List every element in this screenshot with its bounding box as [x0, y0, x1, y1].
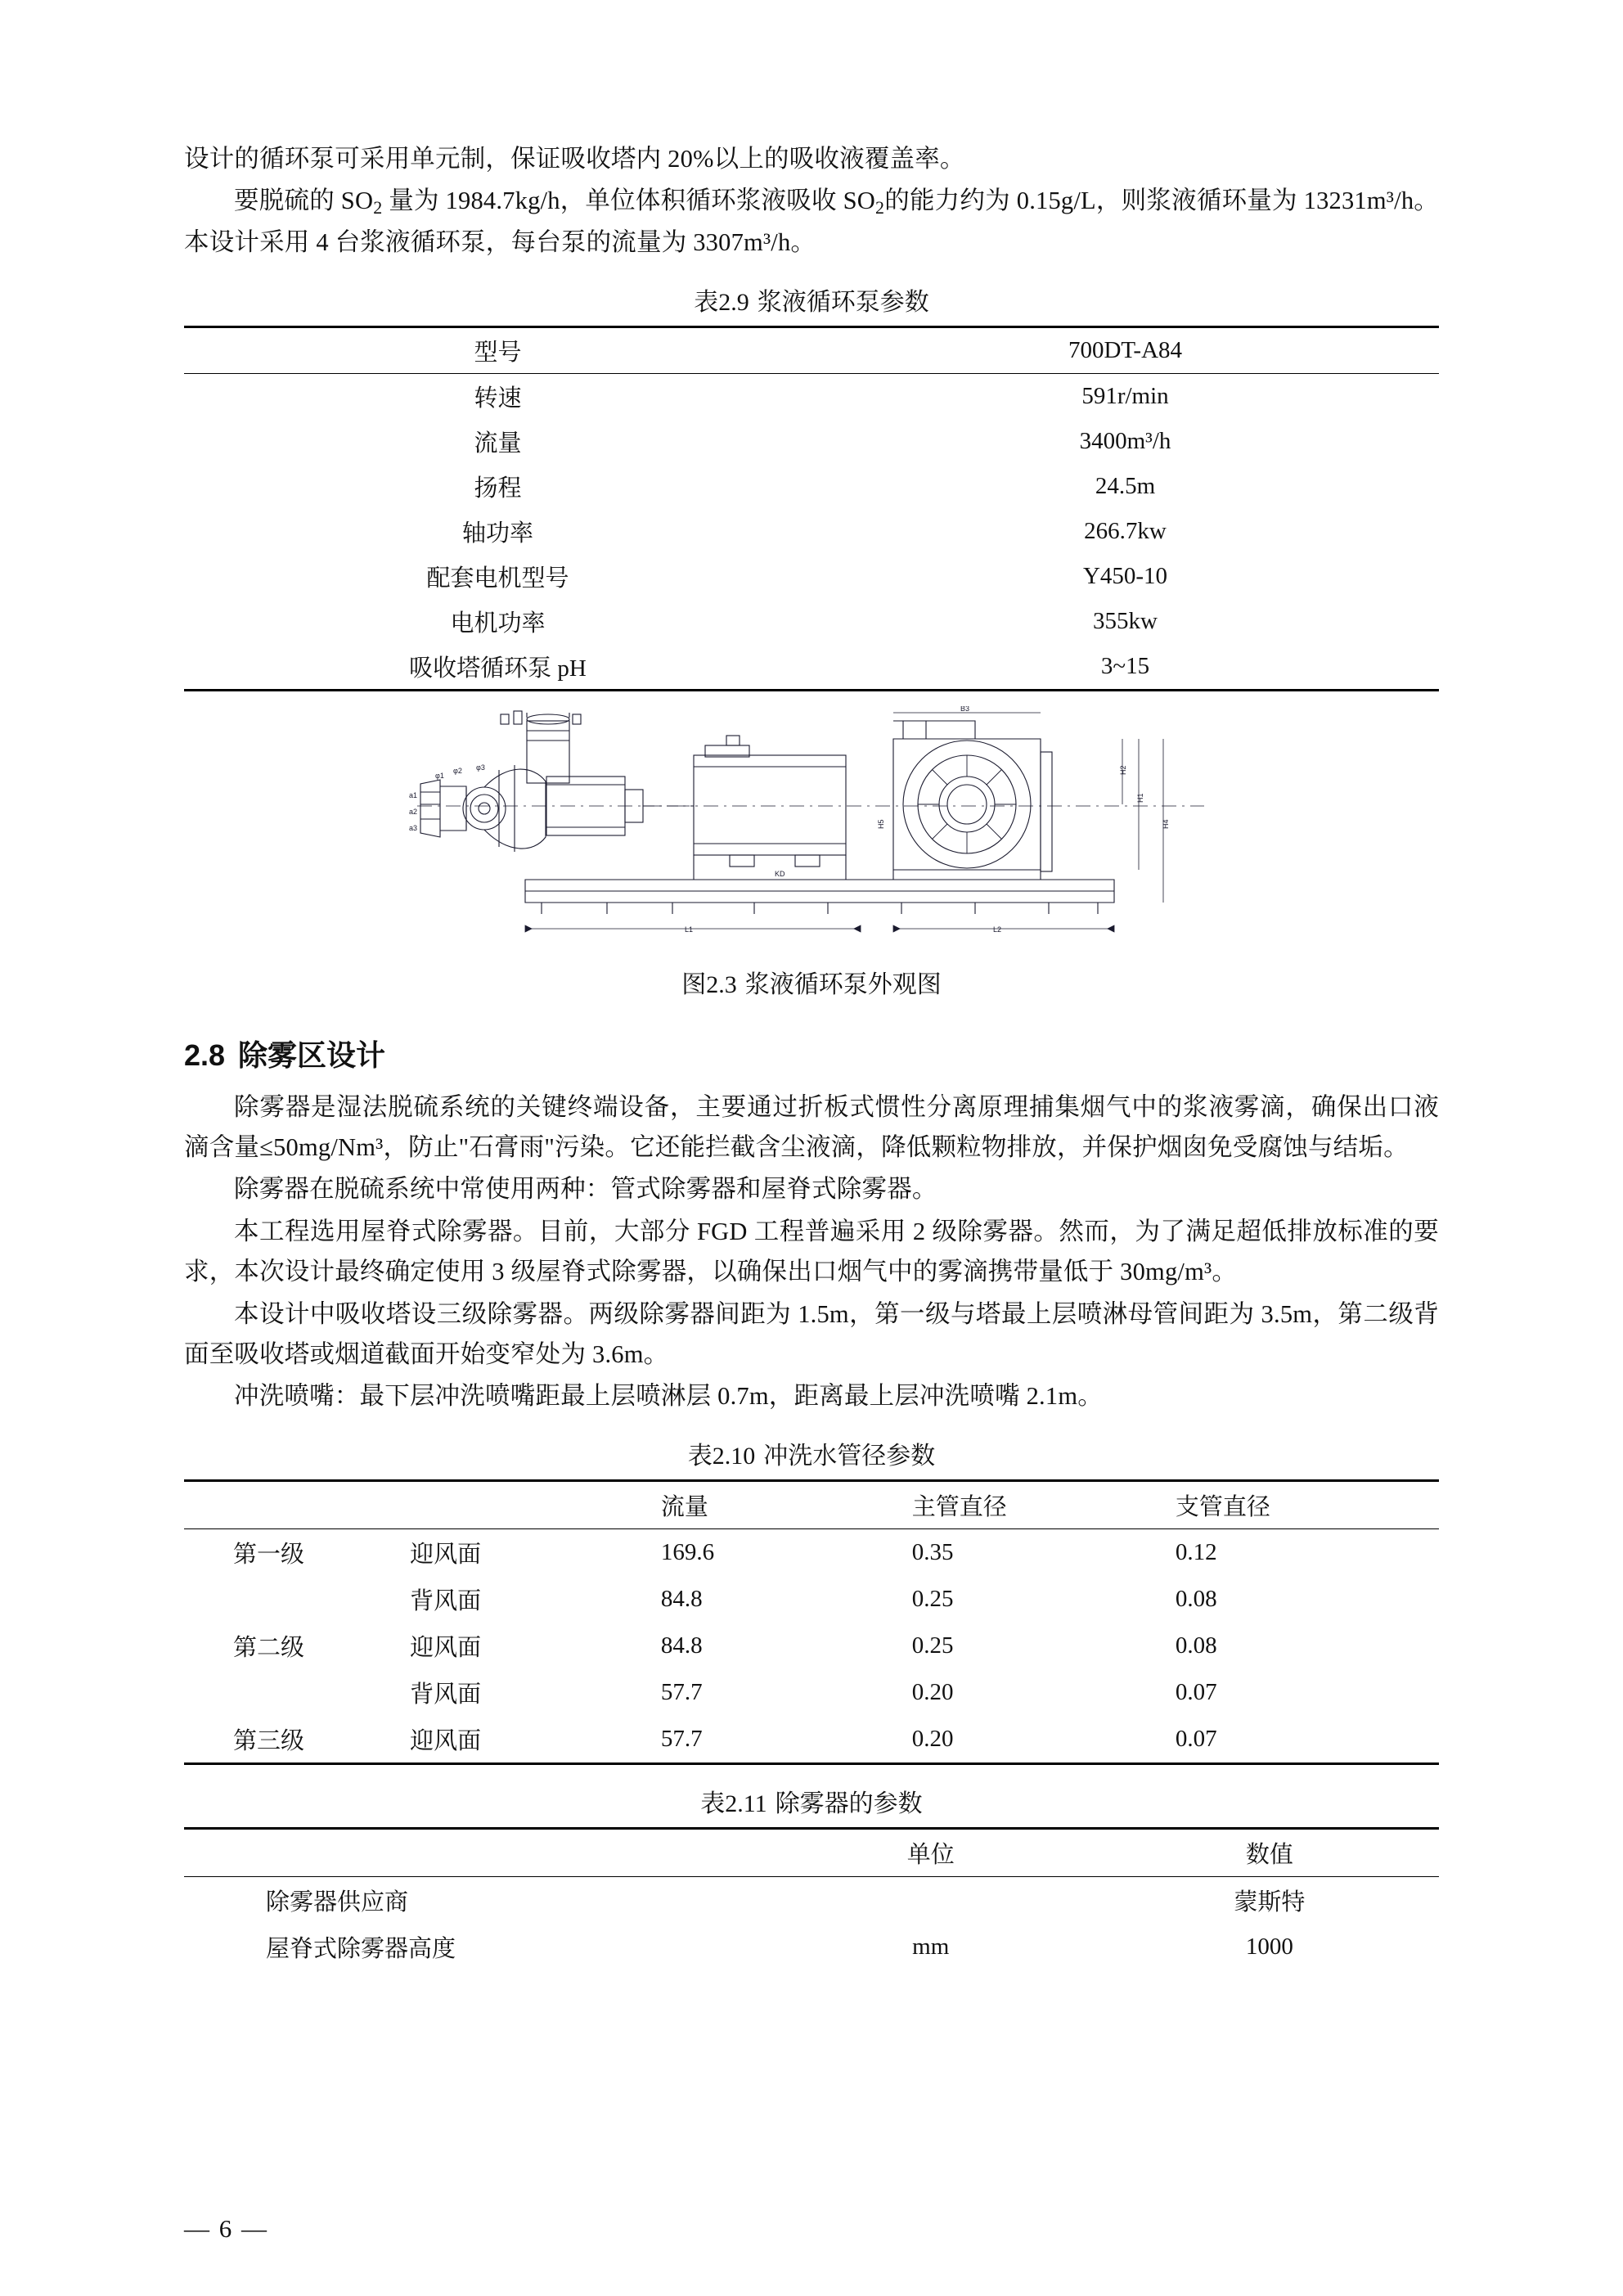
table-cell-branch-diameter: 0.08: [1175, 1632, 1217, 1659]
table-cell-value: 蒙斯特: [1234, 1889, 1306, 1916]
paragraph-1: 设计的循环泵可采用单元制，保证吸收塔内 20%以上的吸收液覆盖率。: [184, 145, 965, 173]
paragraph-5: 本工程选用屋脊式除雾器。目前，大部分 FGD 工程普遍采用 2 级除雾器。然而，为了满足超低排放标准的要求，本次设计最终确定使用 3 级屋脊式除雾器，以确保出口烟气中的雾滴携带量低于 30mg/m³。: [184, 1217, 1439, 1286]
table-cell-face: 迎风面: [410, 1727, 482, 1754]
table-row: [184, 326, 1439, 373]
paragraph-2-part-b: 量为 1984.7kg/h，单位体积循环浆液吸收 SO: [382, 187, 875, 215]
table-cell-main-diameter: 0.35: [911, 1538, 954, 1565]
table-row: [184, 373, 1439, 419]
table-header-cell: 支管直径: [1175, 1493, 1270, 1520]
table-cell-face: 迎风面: [410, 1541, 482, 1568]
table-cell-flow: 57.7: [660, 1725, 703, 1752]
table-row: [184, 1669, 1439, 1716]
table-cell-key: 轴功率: [461, 520, 533, 547]
table-2-9: [184, 326, 1439, 691]
figure-2-3-caption: [184, 964, 1439, 1000]
table-row: [184, 419, 1439, 464]
section-number: 2.8: [184, 1038, 226, 1072]
paragraph-4: 除雾器在脱硫系统中常使用两种：管式除雾器和屋脊式除雾器。: [234, 1175, 937, 1204]
table-row: [184, 1576, 1439, 1623]
svg-text:B3: B3: [960, 705, 970, 713]
table-2-9-caption-label: 表2.9: [694, 288, 749, 316]
paragraph-3: 除雾器是湿法脱硫系统的关键终端设备，主要通过折板式惯性分离原理捕集烟气中的浆液雾滴，确保出口液滴含量≤50mg/Nm³，防止"石膏雨"污染。它还能拦截含尘液滴，降低颗粒物排放，并保护烟囱免受腐蚀与结垢。: [184, 1092, 1439, 1161]
table-cell-flow: 84.8: [660, 1585, 703, 1612]
table-cell-value: 700DT-A84: [1068, 336, 1183, 363]
table-cell-face: 背风面: [410, 1587, 482, 1614]
table-2-9-caption-text: 浆液循环泵参数: [757, 288, 929, 316]
figure-2-3: [184, 706, 1439, 1000]
svg-text:L1: L1: [685, 925, 694, 934]
table-cell-key: 除雾器供应商: [266, 1889, 409, 1916]
svg-text:H1: H1: [1136, 793, 1144, 803]
svg-text:φ2: φ2: [453, 766, 462, 775]
pump-outline-drawing-icon: [402, 706, 1221, 952]
table-cell-value: 24.5m: [1095, 472, 1156, 499]
table-row: [184, 1876, 1439, 1924]
section-title: 除雾区设计: [238, 1038, 386, 1072]
paragraph-2-part-a: 要脱硫的 SO: [234, 187, 374, 215]
paragraph-7: 冲洗喷嘴：最下层冲洗喷嘴距最上层喷淋层 0.7m，距离最上层冲洗喷嘴 2.1m。: [234, 1382, 1103, 1411]
table-header-cell: [184, 1828, 762, 1876]
table-cell-branch-diameter: 0.12: [1175, 1538, 1217, 1565]
table-cell-main-diameter: 0.25: [911, 1585, 954, 1612]
svg-text:φ3: φ3: [476, 763, 485, 772]
figure-2-3-caption-label: 图2.3: [681, 970, 737, 998]
section-heading-2-8: [184, 1033, 1439, 1074]
table-cell-unit: [762, 1876, 1100, 1924]
table-cell-value: 355kw: [1093, 607, 1158, 634]
table-cell-stage: [184, 1669, 410, 1716]
svg-text:a3: a3: [409, 823, 418, 832]
so2-subscript-1: 2: [373, 197, 383, 218]
table-cell-key: 吸收塔循环泵 pH: [409, 655, 587, 682]
table-cell-branch-diameter: 0.07: [1175, 1678, 1217, 1705]
table-cell-key: 电机功率: [450, 610, 546, 637]
table-header-cell: 主管直径: [911, 1493, 1007, 1520]
paragraph-2-part-c: 的能力约为 0.15g/L，则浆液循环量为 13231m³/h。本设计采用 4 台浆液循环泵，每台泵的流量为 3307m³/h。: [184, 187, 1439, 257]
table-2-11-caption: [184, 1783, 1439, 1819]
table-2-11-caption-label: 表2.11: [700, 1790, 767, 1817]
table-row: [184, 1716, 1439, 1764]
table-row: [184, 599, 1439, 644]
table-cell-value: Y450-10: [1082, 562, 1168, 589]
svg-text:H4: H4: [1162, 819, 1170, 829]
svg-text:H2: H2: [1119, 765, 1127, 775]
svg-text:a1: a1: [409, 790, 418, 799]
paragraph-2: [184, 181, 1439, 263]
table-header-cell: 数值: [1245, 1841, 1293, 1868]
table-cell-key: 型号: [474, 339, 522, 366]
table-cell-key: 配套电机型号: [426, 565, 569, 592]
table-header-cell: 流量: [660, 1493, 708, 1520]
table-cell-flow: 84.8: [660, 1632, 703, 1659]
table-cell-stage: [184, 1576, 410, 1623]
table-header-row: [184, 1480, 1439, 1528]
table-row: [184, 1924, 1439, 1970]
table-cell-value: 3400m³/h: [1079, 427, 1171, 454]
table-2-10-caption-text: 冲洗水管径参数: [763, 1442, 936, 1470]
table-2-9-caption: [184, 281, 1439, 317]
table-row: [184, 554, 1439, 599]
table-2-10-caption-label: 表2.10: [687, 1442, 756, 1470]
svg-text:φ1: φ1: [435, 771, 444, 780]
table-row: [184, 464, 1439, 509]
table-cell-stage: 第三级: [233, 1727, 305, 1754]
table-cell-flow: 169.6: [660, 1538, 715, 1565]
figure-2-3-caption-text: 浆液循环泵外观图: [744, 970, 942, 998]
table-cell-value: 3~15: [1100, 652, 1150, 679]
table-row: [184, 1623, 1439, 1669]
table-cell-branch-diameter: 0.07: [1175, 1725, 1217, 1752]
table-header-cell: [184, 1480, 410, 1528]
table-cell-stage: 第一级: [233, 1541, 305, 1568]
table-cell-unit: mm: [912, 1933, 950, 1960]
table-cell-main-diameter: 0.25: [911, 1632, 954, 1659]
table-cell-key: 流量: [474, 430, 522, 457]
table-cell-key: 扬程: [474, 475, 522, 502]
svg-text:L2: L2: [993, 925, 1002, 934]
table-2-10-caption: [184, 1435, 1439, 1471]
table-header-row: [184, 1828, 1439, 1876]
table-row: [184, 509, 1439, 554]
table-cell-value: 266.7kw: [1084, 517, 1167, 544]
table-cell-main-diameter: 0.20: [911, 1725, 954, 1752]
table-cell-value: 1000: [1245, 1933, 1293, 1960]
table-cell-stage: 第二级: [233, 1634, 305, 1661]
table-cell-key: 转速: [474, 385, 522, 412]
table-2-11: [184, 1827, 1439, 1970]
svg-text:a2: a2: [409, 807, 418, 816]
table-cell-key: 屋脊式除雾器高度: [266, 1935, 456, 1962]
svg-text:KD: KD: [775, 869, 785, 878]
table-2-10: [184, 1479, 1439, 1765]
table-cell-value: 591r/min: [1081, 382, 1169, 409]
table-cell-flow: 57.7: [660, 1678, 703, 1705]
table-header-cell: [410, 1480, 661, 1528]
paragraph-6: 本设计中吸收塔设三级除雾器。两级除雾器间距为 1.5m，第一级与塔最上层喷淋母管间距为 3.5m，第二级背面至吸收塔或烟道截面开始变窄处为 3.6m。: [184, 1299, 1439, 1368]
table-cell-face: 迎风面: [410, 1634, 482, 1661]
table-cell-face: 背风面: [410, 1681, 482, 1708]
table-cell-branch-diameter: 0.08: [1175, 1585, 1217, 1612]
so2-subscript-2: 2: [875, 197, 885, 218]
table-cell-main-diameter: 0.20: [911, 1678, 954, 1705]
table-row: [184, 644, 1439, 691]
svg-text:H5: H5: [877, 819, 885, 829]
page-number: — 6 —: [184, 2214, 268, 2243]
table-row: [184, 1528, 1439, 1576]
table-header-cell: 单位: [906, 1841, 955, 1868]
table-2-11-caption-text: 除雾器的参数: [775, 1790, 923, 1817]
